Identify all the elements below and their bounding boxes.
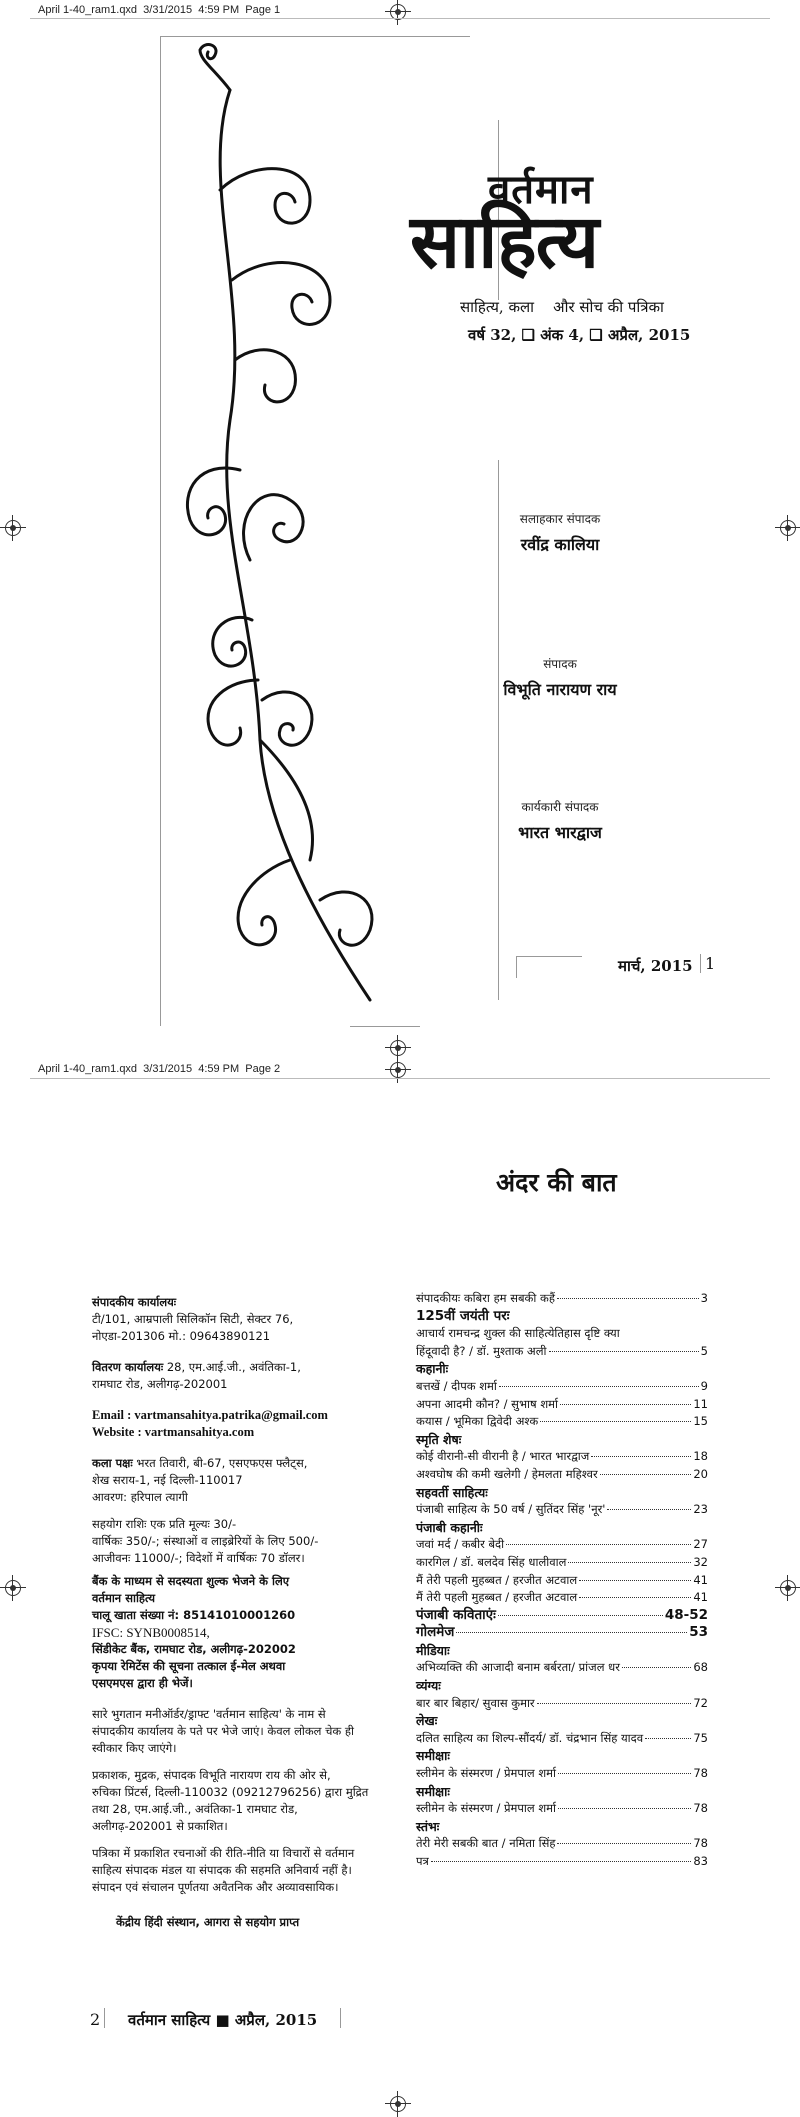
toc-leader-dots xyxy=(506,1544,691,1545)
toc-leader-dots xyxy=(431,1861,691,1862)
toc-entry xyxy=(416,1572,708,1590)
toc-entry-page: 32 xyxy=(693,1554,708,1569)
toc-entry xyxy=(416,1589,708,1607)
trim-line xyxy=(30,18,770,19)
editor-name: विभूति नारायण राय xyxy=(503,680,617,699)
masthead-small: वर्तमान xyxy=(488,166,594,213)
toc-entry-page: 75 xyxy=(693,1730,708,1745)
toc-entry-page: 15 xyxy=(693,1414,708,1429)
bank-line: कृपया रेमिटेंस की सूचना तत्काल ई-मेल अथवा xyxy=(92,1659,286,1673)
footer-rule xyxy=(104,2008,105,2028)
toc-leader-dots xyxy=(591,1456,691,1457)
toc-entry-page: 78 xyxy=(693,1801,708,1816)
toc-leader-dots xyxy=(540,1421,691,1422)
table-of-contents xyxy=(416,1290,708,1871)
toc-entry-title: अपना आदमी कौन? / सुभाष शर्मा xyxy=(416,1396,559,1411)
editor-role: कार्यकारी संपादक xyxy=(521,800,599,814)
art-line: भरत तिवारी, बी-67, एसएफएस फ्लैट्स, xyxy=(132,1456,308,1470)
toc-entry-page: 83 xyxy=(693,1854,708,1868)
registration-mark xyxy=(5,1580,21,1596)
publisher-line: तथा 28, एम.आई.जी., अवंतिका-1 रामघाट रोड, xyxy=(92,1802,298,1816)
frame-line xyxy=(160,36,470,37)
toc-leader-dots xyxy=(499,1386,699,1387)
registration-mark xyxy=(390,1040,406,1056)
toc-section-heading: समीक्षाः xyxy=(416,1748,450,1764)
footer-running-head: वर्तमान साहित्य ■ अप्रैल, 2015 xyxy=(128,2011,318,2029)
toc-entry xyxy=(416,1835,708,1853)
toc-leader-dots xyxy=(600,1474,692,1475)
toc-entry xyxy=(416,1448,708,1466)
page-title: अंदर की बात xyxy=(496,1168,617,1197)
fee-line: सहयोग राशिः एक प्रति मूल्यः 30/- xyxy=(92,1517,237,1531)
toc-entry-page: 11 xyxy=(693,1396,708,1411)
office-address: टी/101, आम्रपाली सिलिकॉन सिटी, सेक्टर 76, xyxy=(92,1312,294,1326)
disclaimer-line: साहित्य संपादक मंडल या संपादक की सहमति अनिवार्य नहीं है। xyxy=(92,1863,352,1877)
toc-entry-title: बार बार बिहार/ सुवास कुमार xyxy=(416,1695,535,1710)
toc-entry-page: 41 xyxy=(693,1590,708,1605)
registration-mark xyxy=(780,520,796,536)
toc-entry-title: कारगिल / डॉ. बलदेव सिंह धालीवाल xyxy=(416,1554,567,1569)
toc-entry xyxy=(416,1659,708,1677)
toc-entry-page: 3 xyxy=(700,1291,708,1305)
toc-section-heading: कहानीः xyxy=(416,1361,449,1377)
toc-entry xyxy=(416,1536,708,1554)
toc-section-heading: सहवर्ती साहित्यः xyxy=(416,1484,488,1500)
page1-slug-line: April 1-40_ram1.qxd 3/31/2015 4:59 PM Page 1 xyxy=(38,4,281,16)
toc-entry-title: आचार्य रामचन्द्र शुक्ल की साहित्येतिहास दृष्टि क्या xyxy=(416,1326,620,1341)
toc-entry-title: गोलमेज xyxy=(416,1624,455,1641)
toc-entry xyxy=(416,1378,708,1396)
toc-entry-title: पत्र xyxy=(416,1854,429,1868)
payment-line: संपादकीय कार्यालय के पते पर भेजे जाएं। केवल लोकल चेक ही xyxy=(92,1724,354,1738)
bank-line: सिंडीकेट बैंक, रामघाट रोड, अलीगढ़-202002 xyxy=(92,1642,296,1656)
art-label: कला पक्षः xyxy=(92,1456,133,1470)
toc-leader-dots xyxy=(622,1667,691,1668)
toc-leader-dots xyxy=(557,1298,699,1299)
toc-entry-title: कयास / भूमिका द्विवेदी अश्क xyxy=(416,1414,539,1429)
imprint-column xyxy=(92,1294,392,1931)
toc-section-heading: स्मृति शेषः xyxy=(416,1431,462,1447)
toc-entry-title: मैं तेरी पहली मुहब्बत / हरजीत अटवाल xyxy=(416,1590,578,1605)
bank-account: चालू खाता संख्या नं: 85141010001260 xyxy=(92,1608,296,1622)
bank-ifsc: IFSC: SYNB0008514, xyxy=(92,1625,210,1640)
payment-line: स्वीकार किए जाएंगे। xyxy=(92,1741,177,1755)
registration-mark xyxy=(390,1062,406,1078)
fee-line: आजीवनः 11000/-; विदेशों में वार्षिकः 70 डॉलर। xyxy=(92,1551,305,1565)
toc-leader-dots xyxy=(560,1404,691,1405)
toc-entry-title: कोई वीरानी-सी वीरानी है / भारत भारद्वाज xyxy=(416,1449,590,1464)
toc-entry xyxy=(416,1343,708,1361)
toc-section-heading: लेखः xyxy=(416,1713,438,1729)
toc-entry-title: अश्वघोष की कमी खलेगी / हेमलता महिश्वर xyxy=(416,1466,598,1481)
toc-leader-dots xyxy=(456,1632,687,1633)
toc-entry xyxy=(416,1607,708,1625)
toc-entry xyxy=(416,1800,708,1818)
toc-entry-title: जवां मर्द / कबीर बेदी xyxy=(416,1537,505,1552)
folio-date: मार्च, 2015 xyxy=(618,957,693,975)
toc-leader-dots xyxy=(568,1562,691,1563)
toc-entry-page: 27 xyxy=(693,1537,708,1552)
distribution-address: 28, एम.आई.जी., अवंतिका-1, xyxy=(163,1360,301,1374)
toc-entry-page: 78 xyxy=(693,1766,708,1781)
publisher-line: रुचिका प्रिंटर्स, दिल्ली-110032 (09212796256) द्वारा मुद्रित xyxy=(92,1785,369,1799)
toc-section-heading: पंजाबी कहानीः xyxy=(416,1519,483,1535)
payment-line: सारे भुगतान मनीऑर्डर/ड्राफ्ट 'वर्तमान साहित्य' के नाम से xyxy=(92,1707,326,1721)
bank-line: वर्तमान साहित्य xyxy=(92,1591,156,1605)
toc-section-heading: स्तंभः xyxy=(416,1818,440,1834)
bank-line: बैंक के माध्यम से सदस्यता शुल्क भेजने के लिए xyxy=(92,1574,290,1588)
office-label: संपादकीय कार्यालयः xyxy=(92,1295,177,1309)
tagline: साहित्य, कला और सोच की पत्रिका xyxy=(460,298,664,316)
disclaimer-line: पत्रिका में प्रकाशित रचनाओं की रीति-नीति या विचारों से वर्तमान xyxy=(92,1846,355,1860)
toc-leader-dots xyxy=(607,1509,691,1510)
toc-entry xyxy=(416,1501,708,1519)
editor-block xyxy=(480,798,640,843)
toc-entry xyxy=(416,1730,708,1748)
folio-rule xyxy=(516,956,517,978)
toc-leader-dots xyxy=(537,1703,692,1704)
toc-entry-page: 9 xyxy=(700,1378,708,1393)
footer-rule xyxy=(340,2008,341,2028)
toc-section-heading: मीडियाः xyxy=(416,1642,450,1658)
toc-entry-page: 41 xyxy=(693,1572,708,1587)
website[interactable]: Website : vartmansahitya.com xyxy=(92,1425,255,1439)
toc-entry xyxy=(416,1624,708,1642)
toc-entry xyxy=(416,1466,708,1484)
toc-section-heading: व्यंग्यः xyxy=(416,1678,441,1694)
registration-mark xyxy=(780,1580,796,1596)
toc-entry-page: 20 xyxy=(693,1466,708,1481)
toc-section-heading: समीक्षाः xyxy=(416,1783,450,1799)
toc-leader-dots xyxy=(579,1597,691,1598)
toc-entry-title: पंजाबी कविताएंः xyxy=(416,1606,496,1623)
page-number: 1 xyxy=(700,954,715,973)
editor-name: भारत भारद्वाज xyxy=(518,823,602,842)
trim-line xyxy=(30,1078,770,1079)
editor-role: सलाहकार संपादक xyxy=(519,512,601,526)
page-number: 2 xyxy=(90,2010,101,2029)
toc-entry-title: पंजाबी साहित्य के 50 वर्ष / सुतिंदर सिंह 'नूर' xyxy=(416,1502,606,1517)
toc-entry-title: अभिव्यक्ति की आजादी बनाम बर्बरता/ प्रांजल धर xyxy=(416,1660,620,1675)
editor-block xyxy=(480,510,640,555)
toc-entry-title: तेरी मेरी सबकी बात / नमिता सिंह xyxy=(416,1836,556,1851)
cover-credit: आवरण: हरिपाल त्यागी xyxy=(92,1490,188,1504)
toc-entry xyxy=(416,1853,708,1871)
toc-entry-page: 48-52 xyxy=(664,1606,708,1623)
toc-entry-page: 23 xyxy=(693,1502,708,1517)
bank-line: एसएमएस द्वारा ही भेजें। xyxy=(92,1676,193,1690)
toc-entry-page: 72 xyxy=(693,1695,708,1710)
toc-entry-title: संपादकीयः कबिरा हम सबकी कहैं xyxy=(416,1291,555,1305)
toc-entry-page: 5 xyxy=(700,1343,708,1358)
toc-leader-dots xyxy=(558,1773,691,1774)
toc-leader-dots xyxy=(557,1843,691,1844)
disclaimer-line: संपादन एवं संचालन पूर्णतया अवैतनिक और अव्यावसायिक। xyxy=(92,1880,339,1894)
folio-rule xyxy=(516,956,582,957)
masthead-title: साहित्य xyxy=(410,199,599,285)
toc-entry xyxy=(416,1554,708,1572)
registration-mark xyxy=(390,2096,406,2112)
toc-entry xyxy=(416,1396,708,1414)
email[interactable]: Email : vartmansahitya.patrika@gmail.com xyxy=(92,1408,328,1422)
editor-block xyxy=(470,655,650,700)
toc-entry-page: 18 xyxy=(693,1449,708,1464)
toc-entry xyxy=(416,1765,708,1783)
page2-slug-line: April 1-40_ram1.qxd 3/31/2015 4:59 PM Page 2 xyxy=(38,1063,281,1075)
toc-entry-page: 78 xyxy=(693,1836,708,1851)
issue-info: वर्ष 32, ❑ अंक 4, ❑ अप्रैल, 2015 xyxy=(468,326,691,344)
toc-leader-dots xyxy=(579,1580,691,1581)
distribution-city: रामघाट रोड, अलीगढ़-202001 xyxy=(92,1377,228,1391)
vine-illustration xyxy=(160,40,420,1030)
toc-entry-title: बत्तखें / दीपक शर्मा xyxy=(416,1378,497,1393)
office-phone: नोएडा-201306 मो.: 09643890121 xyxy=(92,1329,271,1343)
toc-entry-page: 53 xyxy=(689,1624,708,1641)
toc-leader-dots xyxy=(498,1615,663,1616)
toc-entry-title: हिंदूवादी है? / डॉ. मुश्ताक अली xyxy=(416,1343,547,1358)
toc-entry-page: 68 xyxy=(693,1660,708,1675)
publisher-line: प्रकाशक, मुद्रक, संपादक विभूति नारायण राय की ओर से, xyxy=(92,1768,331,1782)
toc-section-heading: 125वीं जयंती परः xyxy=(416,1307,510,1324)
publisher-line: अलीगढ़-202001 से प्रकाशित। xyxy=(92,1819,228,1833)
toc-entry-title: मैं तेरी पहली मुहब्बत / हरजीत अटवाल xyxy=(416,1572,578,1587)
toc-entry-title: दलित साहित्य का शिल्प-सौंदर्य/ डॉ. चंद्रभान सिंह यादव xyxy=(416,1730,644,1745)
fee-line: वार्षिकः 350/-; संस्थाओं व लाइब्रेरियों के लिए 500/- xyxy=(92,1534,319,1548)
registration-mark xyxy=(5,520,21,536)
toc-entry xyxy=(416,1290,708,1308)
art-address: शेख सराय-1, नई दिल्ली-110017 xyxy=(92,1473,243,1487)
support-credit: केंद्रीय हिंदी संस्थान, आगरा से सहयोग प्राप्त xyxy=(116,1915,300,1929)
distribution-label: वितरण कार्यालयः xyxy=(92,1360,164,1374)
toc-entry xyxy=(416,1413,708,1431)
toc-leader-dots xyxy=(558,1808,691,1809)
toc-entry-title: स्लीमेन के संस्मरण / प्रेमपाल शर्मा xyxy=(416,1801,557,1816)
editor-role: संपादक xyxy=(543,657,577,671)
editor-name: रवींद्र कालिया xyxy=(520,535,600,554)
toc-leader-dots xyxy=(549,1351,699,1352)
toc-leader-dots xyxy=(645,1738,691,1739)
toc-entry xyxy=(416,1695,708,1713)
toc-entry-title: स्लीमेन के संस्मरण / प्रेमपाल शर्मा xyxy=(416,1766,557,1781)
